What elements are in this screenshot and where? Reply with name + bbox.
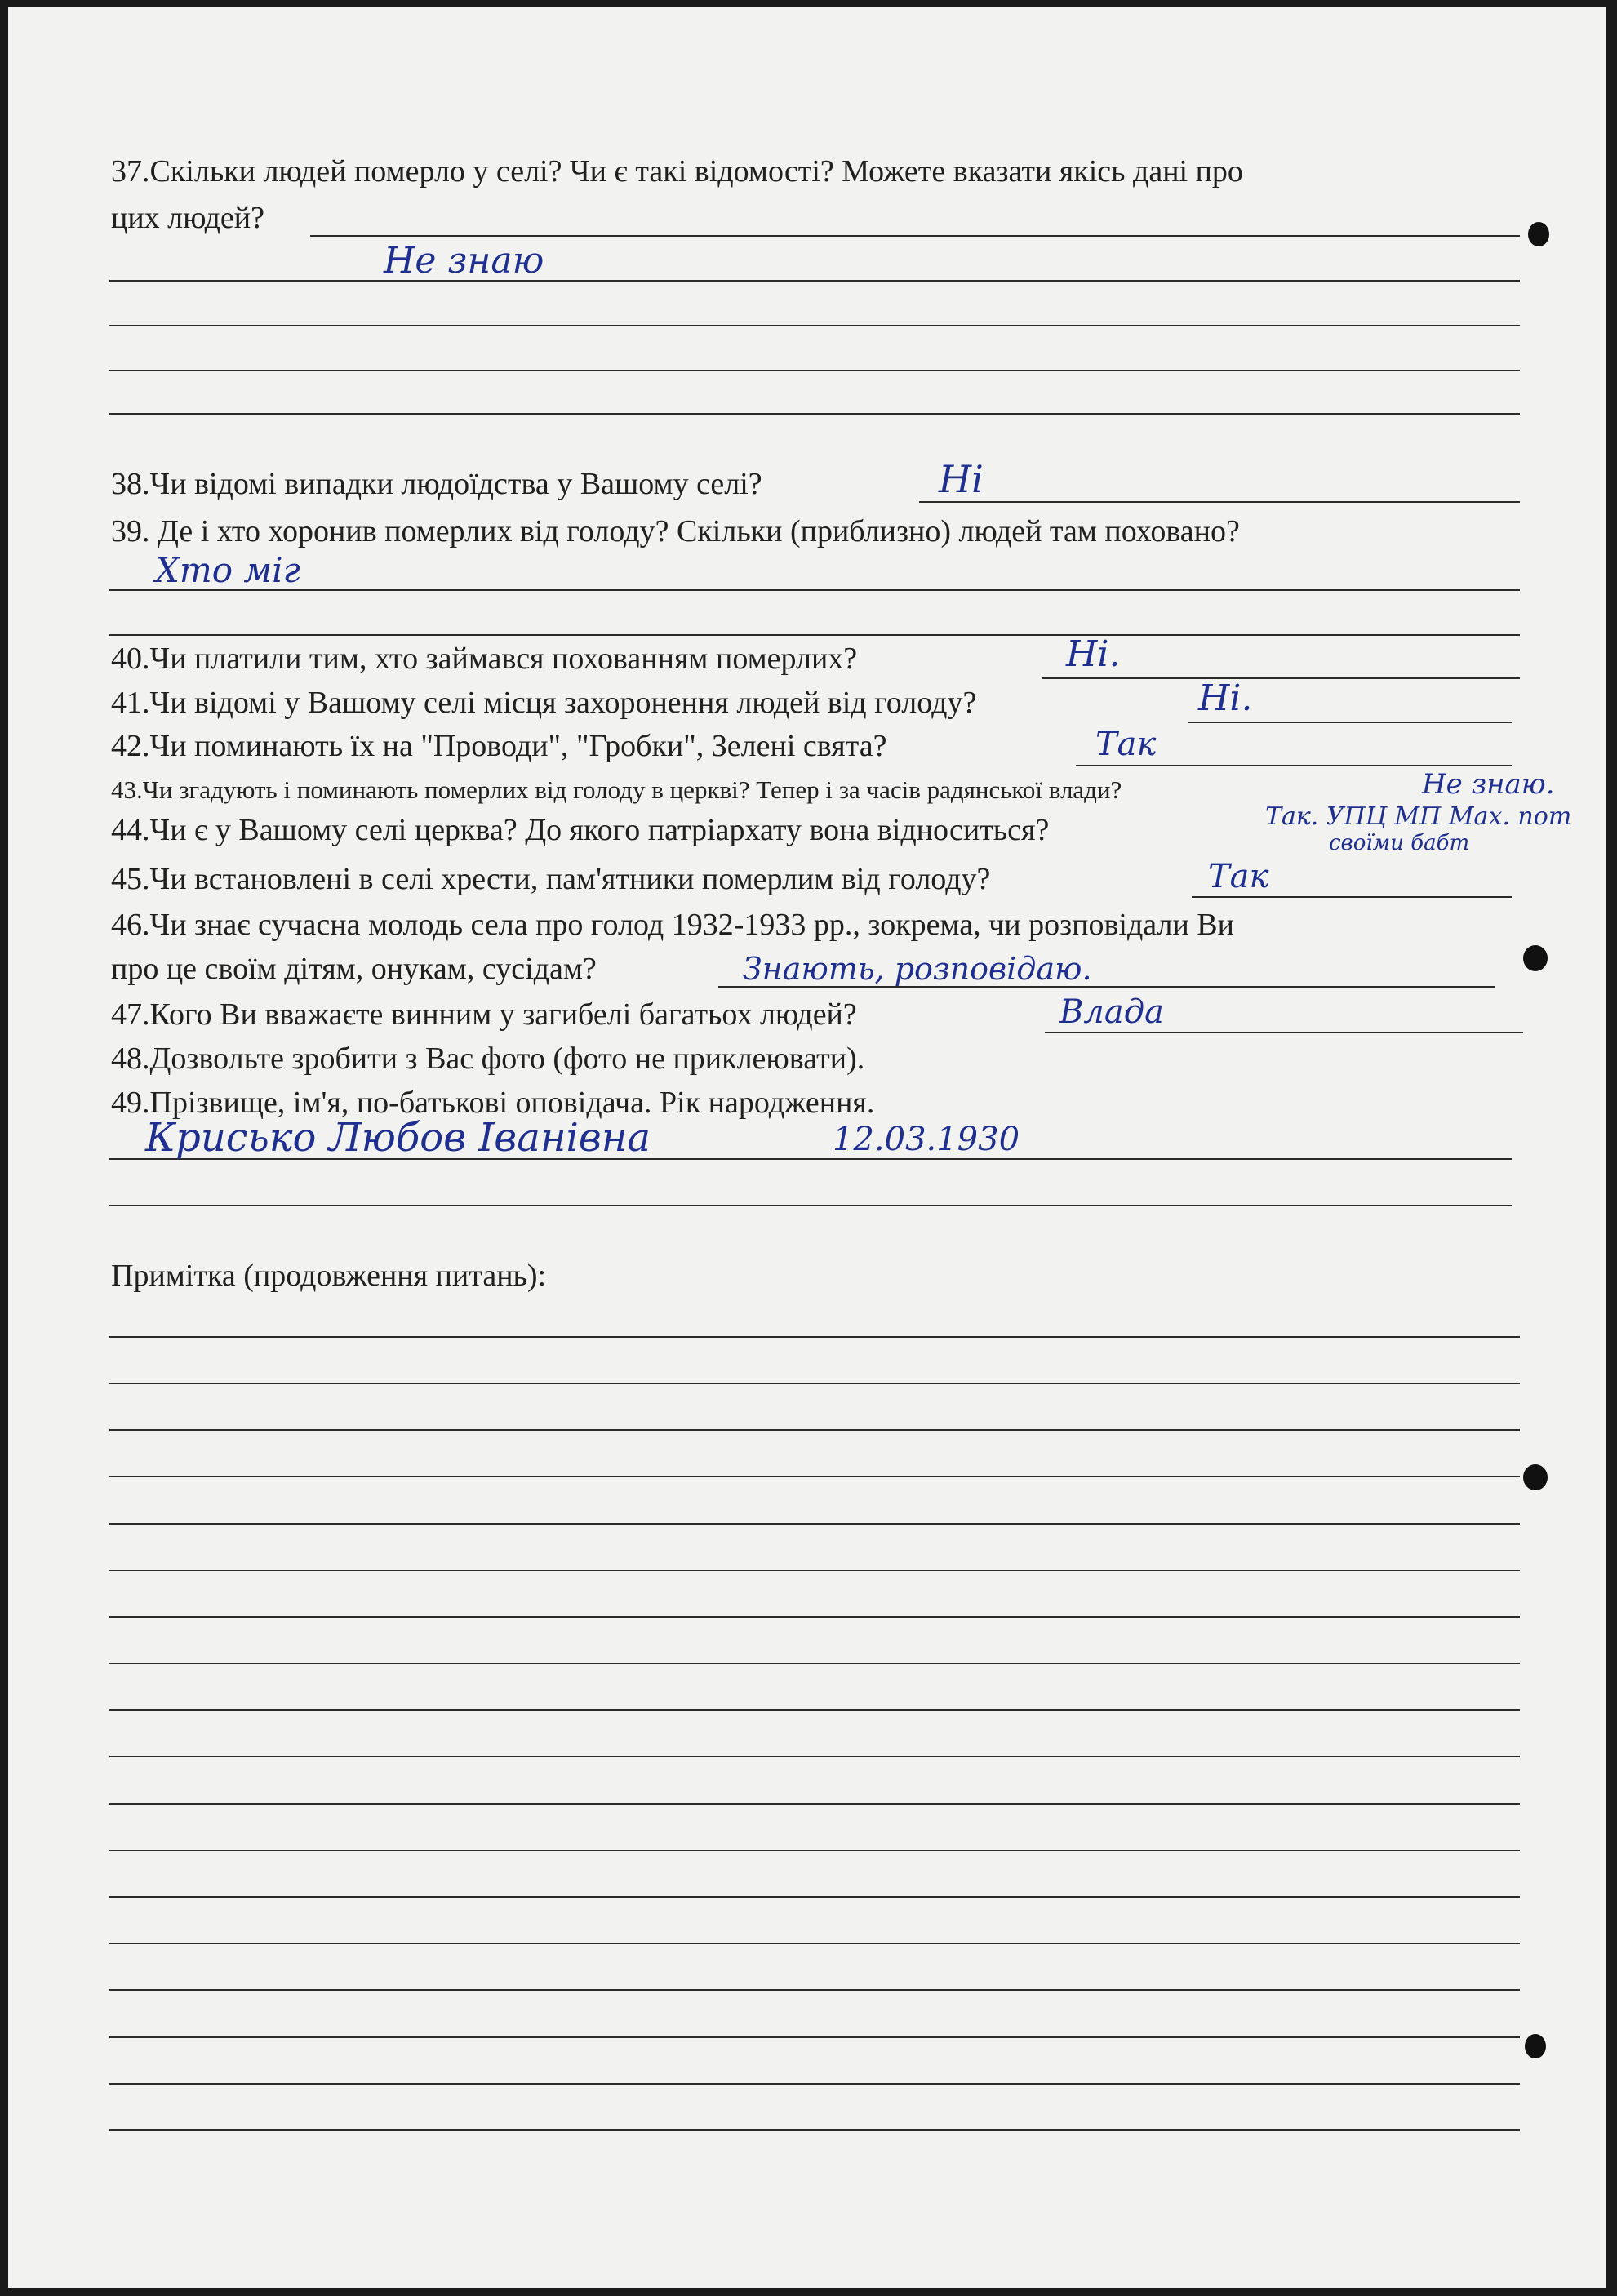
binder-hole xyxy=(1528,222,1549,246)
question-38: 38.Чи відомі випадки людоїдства у Вашому селі? xyxy=(111,467,762,501)
note-line xyxy=(109,1429,1520,1431)
answer-49-birthdate: 12.03.1930 xyxy=(833,1121,1020,1158)
note-line xyxy=(109,1896,1520,1898)
answer-line xyxy=(919,501,1520,503)
note-line xyxy=(109,1803,1520,1805)
binder-hole xyxy=(1523,1464,1548,1490)
answer-line xyxy=(109,370,1520,371)
question-47: 47.Кого Ви вважаєте винним у загибелі багатьох людей? xyxy=(111,997,857,1032)
question-44: 44.Чи є у Вашому селі церква? До якого патріархату вона відноситься? xyxy=(111,813,1050,847)
question-43: 43.Чи згадують і поминають померлих від голоду в церкві? Тепер і за часів радянської влади? xyxy=(111,775,1122,804)
question-49: 49.Прізвище, ім'я, по-батькові оповідача. Рік народження. xyxy=(111,1086,875,1120)
answer-line xyxy=(109,280,1520,282)
answer-line xyxy=(109,589,1520,591)
note-line xyxy=(109,1570,1520,1571)
binder-hole xyxy=(1525,2034,1546,2058)
question-41: 41.Чи відомі у Вашому селі місця захоронення людей від голоду? xyxy=(111,686,977,720)
note-line xyxy=(109,1663,1520,1664)
note-line xyxy=(109,1336,1520,1338)
note-line xyxy=(109,1756,1520,1757)
answer-45: Так xyxy=(1208,858,1269,895)
note-line xyxy=(109,1850,1520,1851)
answer-line xyxy=(1076,765,1512,766)
note-line xyxy=(109,1523,1520,1525)
question-37-line2: цих людей? xyxy=(111,201,264,235)
answer-43: Не знаю. xyxy=(1422,768,1555,801)
answer-37: Не знаю xyxy=(384,240,544,282)
question-45: 45.Чи встановлені в селі хрести, пам'ятники померлим від голоду? xyxy=(111,862,991,896)
question-37-line1: 37.Скільки людей померло у селі? Чи є такі відомості? Можете вказати якісь дані про xyxy=(111,154,1243,189)
question-48: 48.Дозвольте зробити з Вас фото (фото не приклеювати). xyxy=(111,1041,865,1076)
note-line xyxy=(109,1476,1520,1477)
answer-line xyxy=(1045,1032,1523,1033)
note-line xyxy=(109,1383,1520,1384)
answer-line xyxy=(310,235,1520,237)
answer-46: Знають, розповідаю. xyxy=(743,951,1092,987)
answer-38: Ні xyxy=(939,457,984,501)
answer-line xyxy=(109,413,1520,415)
question-40: 40.Чи платили тим, хто займався похованням померлих? xyxy=(111,642,858,676)
note-line xyxy=(109,2036,1520,2038)
note-line xyxy=(109,2083,1520,2085)
note-heading: Примітка (продовження питань): xyxy=(111,1259,547,1293)
answer-42: Так xyxy=(1095,726,1157,763)
answer-44-line1: Так. УПЦ МП Мах. пот xyxy=(1265,802,1572,831)
answer-41: Ні. xyxy=(1198,677,1253,719)
question-39: 39. Де і хто хоронив померлих від голоду? Скільки (приблизно) людей там поховано? xyxy=(111,514,1240,548)
answer-line xyxy=(109,325,1520,326)
note-line xyxy=(109,2129,1520,2131)
answer-line xyxy=(1188,722,1512,723)
answer-44-line2: своїми бабт xyxy=(1329,831,1470,855)
note-line xyxy=(109,1943,1520,1944)
question-46-line1: 46.Чи знає сучасна молодь села про голод 1932-1933 рр., зокрема, чи розповідали Ви xyxy=(111,908,1234,942)
answer-line xyxy=(1042,677,1520,679)
answer-line xyxy=(109,1205,1512,1206)
answer-line xyxy=(109,634,1520,636)
answer-line xyxy=(1192,896,1512,898)
answer-49-name: Крисько Любов Іванівна xyxy=(145,1115,651,1161)
answer-40: Ні. xyxy=(1066,633,1121,675)
answer-47: Влада xyxy=(1059,993,1164,1031)
binder-hole xyxy=(1523,945,1548,971)
question-42: 42.Чи поминають їх на "Проводи", "Гробки", Зелені свята? xyxy=(111,729,887,763)
note-line xyxy=(109,1709,1520,1711)
question-46-line2: про це своїм дітям, онукам, сусідам? xyxy=(111,952,597,986)
answer-39: Хто міг xyxy=(155,550,300,590)
note-line xyxy=(109,1616,1520,1618)
note-line xyxy=(109,1989,1520,1991)
questionnaire-page xyxy=(8,7,1606,2288)
